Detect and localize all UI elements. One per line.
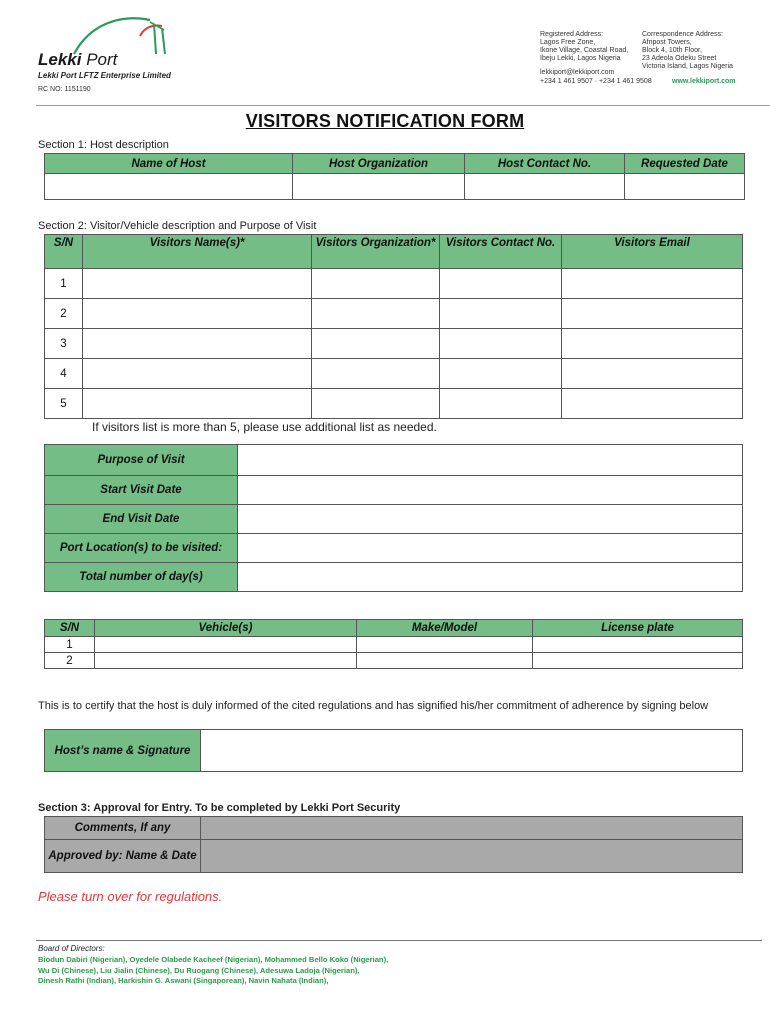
rc-number: RC NO: 1151190 <box>38 86 91 93</box>
make-model-field[interactable] <box>357 653 533 669</box>
table-row <box>45 389 743 419</box>
visitor-email-field[interactable] <box>562 389 743 419</box>
row-number: 2 <box>45 299 83 329</box>
port-locations-field[interactable] <box>238 534 743 563</box>
board-heading: Board of Directors: <box>38 944 105 953</box>
col-vehicle-sn: S/N <box>45 620 95 637</box>
start-visit-date-label: Start Visit Date <box>45 476 238 505</box>
host-signature-label: Host’s name & Signature <box>45 730 201 772</box>
visitor-email-field[interactable] <box>562 269 743 299</box>
table-row <box>45 329 743 359</box>
end-visit-date-field[interactable] <box>238 505 743 534</box>
visitor-contact-field[interactable] <box>440 299 562 329</box>
col-sn: S/N <box>45 235 83 269</box>
purpose-of-visit-label: Purpose of Visit <box>45 445 238 476</box>
row-number: 4 <box>45 359 83 389</box>
visitor-email-field[interactable] <box>562 359 743 389</box>
visitor-name-field[interactable] <box>83 359 312 389</box>
approval-table <box>44 816 743 873</box>
col-visitors-name: Visitors Name(s)* <box>83 235 312 269</box>
host-contact-field[interactable] <box>465 174 625 200</box>
registered-address: Registered Address: Lagos Free Zone, Ikone Village, Coastal Road, Ibeju Lekki, Lagos Nigeria <box>540 31 629 62</box>
col-visitors-organization: Visitors Organization* <box>312 235 440 269</box>
visitors-table <box>44 234 743 419</box>
purpose-of-visit-field[interactable] <box>238 445 743 476</box>
visitor-name-field[interactable] <box>83 389 312 419</box>
visitor-email-field[interactable] <box>562 329 743 359</box>
form-title: VISITORS NOTIFICATION FORM <box>245 111 525 131</box>
logo-wordmark: Lekki Port <box>38 50 118 69</box>
end-visit-date-label: End Visit Date <box>45 505 238 534</box>
start-visit-date-field[interactable] <box>238 476 743 505</box>
contact-phones: +234 1 461 9507 · +234 1 461 9508 <box>540 78 652 85</box>
footer-divider <box>36 940 762 941</box>
row-number: 1 <box>45 637 95 653</box>
visitor-name-field[interactable] <box>83 299 312 329</box>
approved-by-field[interactable] <box>201 840 743 873</box>
contact-email: lekkiport@lekkiport.com <box>540 69 615 76</box>
visitor-name-field[interactable] <box>83 269 312 299</box>
visitor-org-field[interactable] <box>312 389 440 419</box>
col-host-contact: Host Contact No. <box>465 154 625 174</box>
col-requested-date: Requested Date <box>625 154 745 174</box>
section2-heading: Section 2: Visitor/Vehicle description and Purpose of Visit <box>38 220 317 232</box>
visit-details-table <box>44 444 743 592</box>
visitor-org-field[interactable] <box>312 269 440 299</box>
col-vehicles: Vehicle(s) <box>95 620 357 637</box>
col-name-of-host: Name of Host <box>45 154 293 174</box>
host-organization-field[interactable] <box>293 174 465 200</box>
board-line: Dinesh Rathi (Indian), Harkishin G. Aswani (Singaporean), Navin Nahata (Indian), <box>38 976 329 985</box>
table-row <box>45 653 743 669</box>
col-make-model: Make/Model <box>357 620 533 637</box>
table-row <box>45 299 743 329</box>
header-divider <box>36 105 770 106</box>
row-number: 2 <box>45 653 95 669</box>
vehicle-field[interactable] <box>95 637 357 653</box>
vehicles-table <box>44 619 743 669</box>
visitor-name-field[interactable] <box>83 329 312 359</box>
host-name-field[interactable] <box>45 174 293 200</box>
certification-text: This is to certify that the host is duly informed of the cited regulations and has signified his/her commitment of adherence by signing below <box>38 700 709 712</box>
company-logo <box>36 14 196 94</box>
host-table <box>44 153 745 200</box>
license-plate-field[interactable] <box>533 637 743 653</box>
license-plate-field[interactable] <box>533 653 743 669</box>
comments-label: Comments, If any <box>45 817 201 840</box>
host-signature-field[interactable] <box>201 730 743 772</box>
total-days-field[interactable] <box>238 563 743 592</box>
section3-heading: Section 3: Approval for Entry. To be completed by Lekki Port Security <box>38 802 401 814</box>
visitor-org-field[interactable] <box>312 299 440 329</box>
table-row <box>45 359 743 389</box>
col-license-plate: License plate <box>533 620 743 637</box>
visitor-contact-field[interactable] <box>440 329 562 359</box>
table-row <box>45 269 743 299</box>
logo-subtitle: Lekki Port LFTZ Enterprise Limited <box>38 71 171 80</box>
port-locations-label: Port Location(s) to be visited: <box>45 534 238 563</box>
total-days-label: Total number of day(s) <box>45 563 238 592</box>
requested-date-field[interactable] <box>625 174 745 200</box>
vehicle-field[interactable] <box>95 653 357 669</box>
board-line: Wu Di (Chinese), Liu Jialin (Chinese), Du Ruogang (Chinese), Adesuwa Ladoja (Nigerian), <box>38 965 360 975</box>
board-line: Biodun Dabiri (Nigerian), Oyedele Olabede Kacheef (Nigerian), Mohammed Bello Koko (Nigerian), <box>38 955 389 964</box>
visitors-list-note: If visitors list is more than 5, please use additional list as needed. <box>92 420 437 434</box>
visitor-org-field[interactable] <box>312 329 440 359</box>
table-row <box>45 637 743 653</box>
col-visitors-email: Visitors Email <box>562 235 743 269</box>
visitor-org-field[interactable] <box>312 359 440 389</box>
col-visitors-contact: Visitors Contact No. <box>440 235 562 269</box>
approved-by-label: Approved by: Name & Date <box>45 840 201 873</box>
correspondence-address: Correspondence Address: Afripost Towers, Block 4, 10th Floor, 23 Adeola Odeku Street Victoria Island, Lagos Nigeria <box>642 31 733 70</box>
comments-field[interactable] <box>201 817 743 840</box>
section1-heading: Section 1: Host description <box>38 139 169 151</box>
row-number: 1 <box>45 269 83 299</box>
board-of-directors <box>38 955 388 987</box>
row-number: 5 <box>45 389 83 419</box>
visitor-contact-field[interactable] <box>440 359 562 389</box>
row-number: 3 <box>45 329 83 359</box>
make-model-field[interactable] <box>357 637 533 653</box>
visitor-email-field[interactable] <box>562 299 743 329</box>
host-signature-table <box>44 729 743 772</box>
col-host-organization: Host Organization <box>293 154 465 174</box>
website-link[interactable]: www.lekkiport.com <box>672 78 736 85</box>
visitor-contact-field[interactable] <box>440 269 562 299</box>
turn-over-note: Please turn over for regulations. <box>38 889 223 904</box>
visitor-contact-field[interactable] <box>440 389 562 419</box>
